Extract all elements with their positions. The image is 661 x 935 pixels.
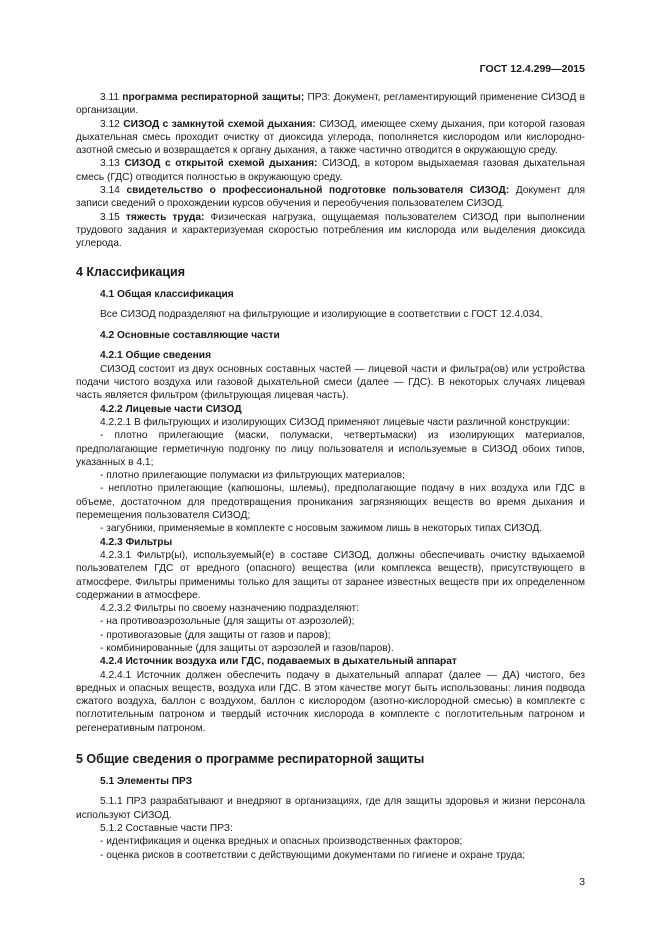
standard-number: ГОСТ 12.4.299—2015 [479,63,585,75]
section-4-2-2-heading: 4.2.2 Лицевые части СИЗОД [100,403,242,415]
section-5-1-heading: 5.1 Элементы ПРЗ [100,776,193,788]
section-4-2-3-1-text: 4.2.3.1 Фильтр(ы), используемый(е) в составе СИЗОД, должны обеспечивать очистку вдыхаемой пользователем ГДС от вредного (опасного) вещества (или комплекса веществ), присутствующего в атмосфере. Фильтры применимы только для защиты от заранее известных веществ при их определенном содержании в атмосфере. [76,549,585,601]
section-5-heading: 5 Общие сведения о программе респираторной защиты [76,752,425,767]
list-item: - плотно прилегающие полумаски из фильтрующих материалов; [100,470,405,482]
page-number: 3 [579,877,585,888]
section-4-2-1-heading: 4.2.1 Общие сведения [100,350,212,362]
section-4-1-text: Все СИЗОД подразделяют на фильтрующие и изолирующие в соответствии с ГОСТ 12.4.034. [100,308,543,320]
section-5-1-1-text: 5.1.1 ПРЗ разрабатывают и внедряют в организациях, где для защиты здоровья и жизни персонала используют СИЗОД. [76,796,585,821]
section-4-2-3-2-text: 4.2.3.2 Фильтры по своему назначению подразделяют: [100,603,360,615]
section-4-2-4-heading: 4.2.4 Источник воздуха или ГДС, подаваемых в дыхательный аппарат [100,656,457,668]
section-4-2-heading: 4.2 Основные составляющие части [100,330,280,342]
list-item: - загубники, применяемые в комплекте с носовым зажимом лишь в некоторых типах СИЗОД. [100,523,543,535]
list-item: - комбинированные (для защиты от аэрозолей и газов/паров). [100,642,394,654]
list-item: - на противоаэрозольные (для защиты от аэрозолей); [100,616,355,628]
page-content [76,91,585,862]
definition-3-13: 3.13 СИЗОД с открытой схемой дыхания: СИЗОД, в котором выдыхаемая газовая дыхательная смесь (ГДС) отводится полностью в окружающую среду. [76,158,585,183]
section-4-1-heading: 4.1 Общая классификация [100,288,234,300]
list-item: - плотно прилегающие (маски, полумаски, четвертьмаски) из изолирующих материалов, предполагающие герметичную подгонку по лицу пользователя и используемые в СИЗОД обоих типов, указанных в 4.1; [76,430,585,468]
section-4-2-3-heading: 4.2.3 Фильтры [100,536,173,548]
section-4-2-4-1-text: 4.2.4.1 Источник должен обеспечить подачу в дыхательный аппарат (далее — ДА) чистого, без вредных и опасных веществ, воздуха или ГДС. В этом качестве могут быть использованы: линия подвода сжатого воздуха, баллон с воздухом, баллон с кислородом (азотно-кислородной смесью) в комплекте с поглотительным патроном и твердый источник кислорода в комплекте с поглотительным патроном и регенеративным патроном. [76,669,585,734]
section-4-heading: 4 Классификация [76,264,186,279]
section-4-2-1-text: СИЗОД состоит из двух основных составных частей — лицевой части и фильтра(ов) или устройства подачи чистого воздуха или газовой дыхательной смеси (далее — ГДС). В некоторых случаях лицевая часть является фильтром (фильтрующая лицевая часть). [76,363,585,402]
definition-3-12: 3.12 СИЗОД с замкнутой схемой дыхания: СИЗОД, имеющее схему дыхания, при которой газовая дыхательная смесь проходит очистку от диоксида углерода, пополняется кислородом или кислородно-азотной смесью и возвращается к органу дыхания, а также частично отводится в окружающую среду. [76,118,585,157]
list-item: - противогазовые (для защиты от газов и паров); [100,629,331,641]
list-item: - неплотно прилегающие (капюшоны, шлемы), предполагающие подачу в них воздуха или ГДС в объеме, достаточном для предотвращения проникания загрязняющих веществ во время дыхания и перемещения пользователя СИЗОД; [76,483,585,522]
list-item: - оценка рисков в соответствии с действующими документами по гигиене и охране труда; [100,849,526,861]
list-item: - идентификация и оценка вредных и опасных производственных факторов; [100,836,463,848]
definition-3-14: 3.14 свидетельство о профессиональной подготовке пользователя СИЗОД: Документ для записи сведений о прохождении курсов обучения и переобучения пользователем СИЗОД. [76,185,585,210]
section-4-2-2-1-text: 4.2.2.1 В фильтрующих и изолирующих СИЗОД применяют лицевые части различной конструкции: [100,416,570,428]
definition-3-15: 3.15 тяжесть труда: Физическая нагрузка, ощущаемая пользователем СИЗОД при выполнении трудового задания и характеризуемая скоростью потребления им кислорода или выделения диоксида углерода. [76,211,585,250]
section-5-1-2-text: 5.1.2 Составные части ПРЗ: [100,822,233,834]
definition-3-11: 3.11 программа респираторной защиты; ПРЗ: Документ, регламентирующий применение СИЗОД в организации. [76,92,585,117]
